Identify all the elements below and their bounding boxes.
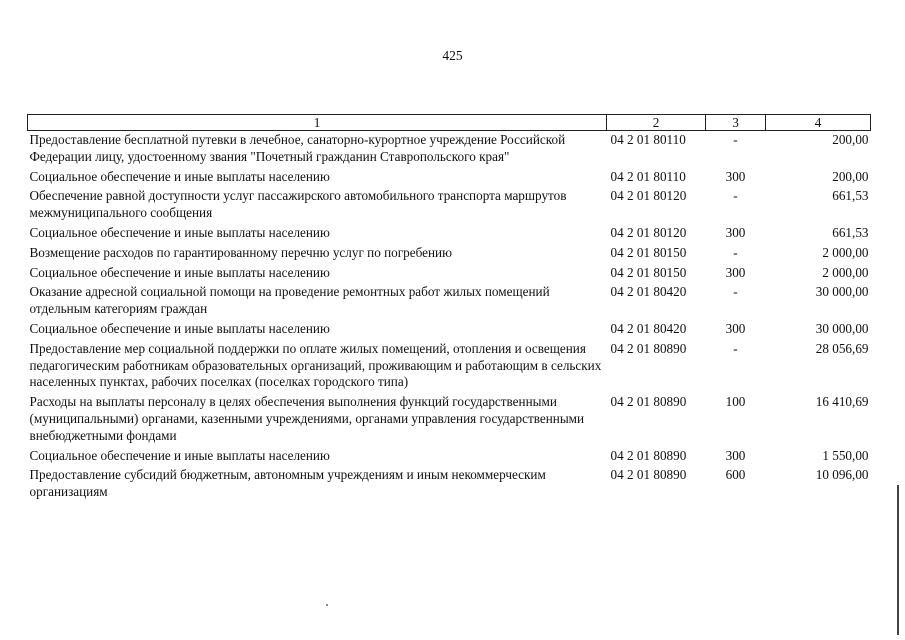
row-amount-cell: 200,00 [832,168,869,184]
row-amount-cell: 16 410,69 [815,394,869,410]
row-code-cell: 04 2 01 80890 [610,394,687,410]
row-type-cell: 600 [725,467,746,483]
row-name-cell: Расходы на выплаты персоналу в целях обеспечения выполнения функций государственными (муниципальными) органами, казенными учреждениями, органами управления государственными внебюджетными фондами [29,394,585,443]
table-row [28,447,871,467]
budget-table [27,114,871,503]
table-header [28,115,871,131]
table-row [28,187,871,224]
row-code-cell: 04 2 01 80110 [610,132,686,147]
row-code-cell: 04 2 01 80120 [610,188,687,204]
row-type-cell: 300 [725,320,746,336]
row-type-cell: - [733,284,738,300]
row-amount-cell: 2 000,00 [822,264,869,280]
row-name-cell: Социальное обеспечение и иные выплаты населению [29,320,330,336]
table-row [28,264,871,284]
table-row [28,320,871,340]
row-code-cell: 04 2 01 80120 [610,224,687,240]
scan-speck [326,604,328,606]
row-code-cell: 04 2 01 80420 [610,284,687,300]
row-type-cell: - [733,132,738,147]
row-code-cell: 04 2 01 80890 [610,447,687,463]
table-row [28,168,871,188]
row-name-cell: Оказание адресной социальной помощи на проведение ремонтных работ жилых помещений отдельным категориям граждан [29,284,550,317]
scan-edge-mark [897,485,899,635]
row-name-cell: Предоставление субсидий бюджетным, автономным учреждениям и иным некоммерческим организациям [29,467,546,500]
row-code-cell: 04 2 01 80890 [610,340,687,356]
header-col-1: 1 [28,115,607,131]
table-row [28,466,871,503]
row-amount-cell: 30 000,00 [815,320,869,336]
table-body [28,131,871,503]
row-type-cell: 100 [725,394,746,410]
table-row [28,340,871,393]
row-amount-cell: 200,00 [832,132,869,147]
row-type-cell: - [733,244,738,260]
row-name-cell: Социальное обеспечение и иные выплаты населению [29,447,330,463]
table-row [28,283,871,320]
row-name-cell: Предоставление бесплатной путевки в лечебное, санаторно-курортное учреждение Российской Федерации лицу, удостоенному звания "Почетный гражданин Ставропольского края" [29,132,566,164]
row-code-cell: 04 2 01 80110 [610,168,686,184]
row-type-cell: 300 [725,224,746,240]
row-name-cell: Социальное обеспечение и иные выплаты населению [29,224,330,240]
header-row [28,115,871,131]
row-type-cell: 300 [725,447,746,463]
row-amount-cell: 30 000,00 [815,284,869,300]
row-type-cell: 300 [725,168,746,184]
row-amount-cell: 28 056,69 [815,340,869,356]
row-name-cell: Социальное обеспечение и иные выплаты населению [29,168,330,184]
row-name-cell: Социальное обеспечение и иные выплаты населению [29,264,330,280]
row-code-cell: 04 2 01 80150 [610,264,687,280]
header-col-4: 4 [766,115,871,131]
row-type-cell: - [733,340,738,356]
page-number: 425 [442,48,463,63]
table-row [28,244,871,264]
row-code-cell: 04 2 01 80150 [610,244,687,260]
row-amount-cell: 10 096,00 [815,467,869,483]
table-row [28,224,871,244]
row-type-cell: 300 [725,264,746,280]
row-name-cell: Обеспечение равной доступности услуг пассажирского автомобильного транспорта маршрутов межмуниципального сообщения [29,188,567,221]
table-row [28,393,871,446]
row-name-cell: Предоставление мер социальной поддержки по оплате жилых помещений, отопления и освещения педагогическим работникам образовательных организаций, проживающим и работающим в сельских населенных пунктах, рабочих поселках (поселках городского типа) [29,340,602,390]
row-code-cell: 04 2 01 80420 [610,320,687,336]
row-code-cell: 04 2 01 80890 [610,467,687,483]
row-amount-cell: 1 550,00 [822,447,869,463]
row-amount-cell: 661,53 [832,188,869,204]
row-amount-cell: 661,53 [832,224,869,240]
table-row [28,131,871,168]
row-type-cell: - [733,188,738,204]
header-col-3: 3 [706,115,766,131]
row-amount-cell: 2 000,00 [822,244,869,260]
header-col-2: 2 [607,115,706,131]
row-name-cell: Возмещение расходов по гарантированному перечню услуг по погребению [29,244,452,260]
